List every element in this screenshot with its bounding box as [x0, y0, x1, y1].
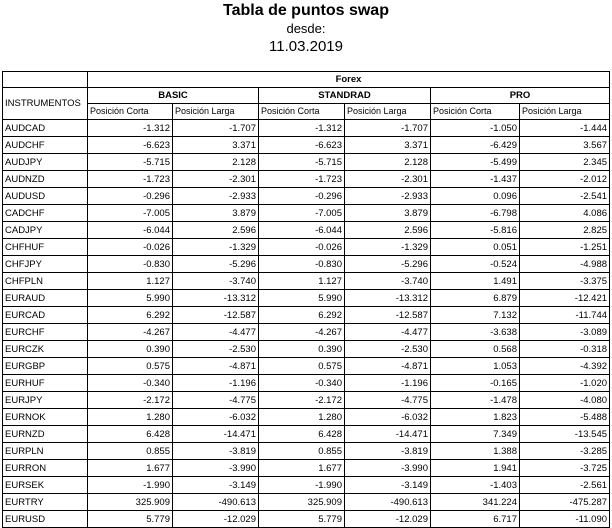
standard-short-cell: 5.990 [259, 290, 345, 307]
standard-short-cell: -0.026 [259, 239, 345, 256]
basic-short-cell: 6.428 [88, 426, 173, 443]
standard-short-cell: -2.172 [259, 392, 345, 409]
instrument-cell: EURNOK [3, 409, 88, 426]
standard-long-cell: -12.587 [345, 307, 431, 324]
standard-long-cell: -12.029 [345, 511, 431, 528]
table-row [3, 341, 610, 358]
basic-short-cell: 0.390 [88, 341, 173, 358]
group-header-standard: STANDRAD [259, 88, 431, 104]
standard-short-cell: -6.044 [259, 222, 345, 239]
table-row [3, 409, 610, 426]
short-position-header: Posición Corta [431, 104, 520, 120]
table-row [3, 171, 610, 188]
standard-long-cell: 3.371 [345, 137, 431, 154]
basic-short-cell: -0.830 [88, 256, 173, 273]
table-row [3, 188, 610, 205]
pro-short-cell: -6.798 [431, 205, 520, 222]
basic-long-cell: -3.990 [173, 460, 259, 477]
effective-date: 11.03.2019 [269, 38, 343, 55]
pro-short-cell: -1.403 [431, 477, 520, 494]
instrument-cell: EURTRY [3, 494, 88, 511]
basic-short-cell: 5.779 [88, 511, 173, 528]
table-row [3, 460, 610, 477]
pro-long-cell: -2.012 [520, 171, 610, 188]
table-row [3, 307, 610, 324]
basic-long-cell: -6.032 [173, 409, 259, 426]
pro-long-cell: -1.444 [520, 120, 610, 137]
standard-long-cell: -490.613 [345, 494, 431, 511]
pro-short-cell: -5.816 [431, 222, 520, 239]
standard-short-cell: -0.830 [259, 256, 345, 273]
pro-long-cell: -3.725 [520, 460, 610, 477]
basic-long-cell: -3.740 [173, 273, 259, 290]
pro-long-cell: -4.392 [520, 358, 610, 375]
instrument-cell: AUDUSD [3, 188, 88, 205]
pro-short-cell: 1.941 [431, 460, 520, 477]
basic-long-cell: 2.596 [173, 222, 259, 239]
pro-short-cell: 6.879 [431, 290, 520, 307]
group-header-row [3, 88, 610, 104]
table-row [3, 358, 610, 375]
standard-short-cell: 325.909 [259, 494, 345, 511]
instrument-cell: AUDJPY [3, 154, 88, 171]
basic-short-cell: 1.280 [88, 409, 173, 426]
pro-long-cell: -13.545 [520, 426, 610, 443]
instrument-cell: EURRON [3, 460, 88, 477]
pro-long-cell: -11.090 [520, 511, 610, 528]
pro-short-cell: 0.051 [431, 239, 520, 256]
table-row [3, 120, 610, 137]
instrument-cell: EURPLN [3, 443, 88, 460]
basic-long-cell: -1.329 [173, 239, 259, 256]
standard-long-cell: 2.596 [345, 222, 431, 239]
basic-long-cell: -4.871 [173, 358, 259, 375]
long-position-header: Posición Larga [345, 104, 431, 120]
standard-short-cell: -1.723 [259, 171, 345, 188]
standard-short-cell: -7.005 [259, 205, 345, 222]
standard-long-cell: -6.032 [345, 409, 431, 426]
basic-short-cell: -5.715 [88, 154, 173, 171]
basic-short-cell: 5.990 [88, 290, 173, 307]
pro-long-cell: -4.080 [520, 392, 610, 409]
basic-long-cell: -5.296 [173, 256, 259, 273]
pro-long-cell: -2.561 [520, 477, 610, 494]
instruments-header: INSTRUMENTOS [3, 88, 88, 120]
group-header-basic: BASIC [88, 88, 259, 104]
basic-long-cell: -12.587 [173, 307, 259, 324]
table-row [3, 375, 610, 392]
standard-short-cell: 0.390 [259, 341, 345, 358]
table-row [3, 222, 610, 239]
basic-short-cell: -1.312 [88, 120, 173, 137]
basic-long-cell: -3.149 [173, 477, 259, 494]
blank-cell [3, 72, 88, 88]
section-title: Forex [88, 72, 610, 88]
standard-long-cell: -1.196 [345, 375, 431, 392]
basic-short-cell: -6.623 [88, 137, 173, 154]
basic-short-cell: 1.677 [88, 460, 173, 477]
standard-long-cell: 2.128 [345, 154, 431, 171]
instrument-cell: EURNZD [3, 426, 88, 443]
basic-short-cell: -4.267 [88, 324, 173, 341]
basic-long-cell: -13.312 [173, 290, 259, 307]
pro-long-cell: -3.285 [520, 443, 610, 460]
pro-short-cell: 7.349 [431, 426, 520, 443]
document-header [0, 0, 612, 56]
basic-long-cell: 3.371 [173, 137, 259, 154]
table-row [3, 290, 610, 307]
page-title: Tabla de puntos swap [223, 2, 389, 19]
pro-long-cell: -1.251 [520, 239, 610, 256]
standard-long-cell: -13.312 [345, 290, 431, 307]
pro-short-cell: -1.478 [431, 392, 520, 409]
instrument-cell: EURAUD [3, 290, 88, 307]
instrument-cell: EURCZK [3, 341, 88, 358]
pro-short-cell: 6.717 [431, 511, 520, 528]
basic-short-cell: -1.723 [88, 171, 173, 188]
standard-long-cell: -4.871 [345, 358, 431, 375]
pro-long-cell: -0.318 [520, 341, 610, 358]
instrument-cell: CADJPY [3, 222, 88, 239]
table-row [3, 239, 610, 256]
pro-short-cell: -5.499 [431, 154, 520, 171]
standard-short-cell: -5.715 [259, 154, 345, 171]
pro-long-cell: -3.375 [520, 273, 610, 290]
standard-long-cell: -4.775 [345, 392, 431, 409]
pro-long-cell: 4.086 [520, 205, 610, 222]
standard-short-cell: -0.296 [259, 188, 345, 205]
standard-long-cell: -4.477 [345, 324, 431, 341]
instrument-cell: CHFPLN [3, 273, 88, 290]
basic-short-cell: 1.127 [88, 273, 173, 290]
basic-long-cell: -4.477 [173, 324, 259, 341]
standard-long-cell: -1.707 [345, 120, 431, 137]
basic-short-cell: 6.292 [88, 307, 173, 324]
standard-long-cell: -1.329 [345, 239, 431, 256]
pro-long-cell: -4.988 [520, 256, 610, 273]
basic-long-cell: 3.879 [173, 205, 259, 222]
instrument-cell: EURSEK [3, 477, 88, 494]
basic-long-cell: -1.707 [173, 120, 259, 137]
instrument-cell: AUDCAD [3, 120, 88, 137]
basic-short-cell: -6.044 [88, 222, 173, 239]
basic-long-cell: -1.196 [173, 375, 259, 392]
pro-short-cell: -1.437 [431, 171, 520, 188]
instrument-cell: AUDNZD [3, 171, 88, 188]
short-position-header: Posición Corta [88, 104, 173, 120]
long-position-header: Posición Larga [520, 104, 610, 120]
basic-long-cell: -2.530 [173, 341, 259, 358]
basic-short-cell: -0.026 [88, 239, 173, 256]
instrument-cell: EURGBP [3, 358, 88, 375]
standard-long-cell: -3.819 [345, 443, 431, 460]
standard-long-cell: -3.149 [345, 477, 431, 494]
standard-short-cell: 5.779 [259, 511, 345, 528]
pro-short-cell: 1.823 [431, 409, 520, 426]
instrument-cell: CADCHF [3, 205, 88, 222]
basic-short-cell: 325.909 [88, 494, 173, 511]
section-header-row [3, 72, 610, 88]
standard-short-cell: -1.312 [259, 120, 345, 137]
standard-short-cell: 6.428 [259, 426, 345, 443]
table-row [3, 154, 610, 171]
pro-long-cell: -475.287 [520, 494, 610, 511]
basic-short-cell: -0.340 [88, 375, 173, 392]
pro-long-cell: -11.744 [520, 307, 610, 324]
table-row [3, 205, 610, 222]
basic-long-cell: -490.613 [173, 494, 259, 511]
basic-long-cell: -14.471 [173, 426, 259, 443]
basic-long-cell: 2.128 [173, 154, 259, 171]
pro-short-cell: 1.491 [431, 273, 520, 290]
standard-short-cell: 6.292 [259, 307, 345, 324]
standard-long-cell: 3.879 [345, 205, 431, 222]
basic-short-cell: -2.172 [88, 392, 173, 409]
instrument-cell: EURHUF [3, 375, 88, 392]
standard-short-cell: -0.340 [259, 375, 345, 392]
table-row [3, 511, 610, 528]
instrument-cell: CHFJPY [3, 256, 88, 273]
pro-long-cell: 3.567 [520, 137, 610, 154]
pro-long-cell: -12.421 [520, 290, 610, 307]
standard-long-cell: -2.301 [345, 171, 431, 188]
pro-long-cell: -2.541 [520, 188, 610, 205]
pro-long-cell: -1.020 [520, 375, 610, 392]
standard-short-cell: -6.623 [259, 137, 345, 154]
table-row [3, 137, 610, 154]
basic-long-cell: -3.819 [173, 443, 259, 460]
page-subtitle: desde: [286, 21, 326, 36]
table-row [3, 273, 610, 290]
basic-short-cell: 0.575 [88, 358, 173, 375]
standard-long-cell: -2.530 [345, 341, 431, 358]
pro-short-cell: -0.165 [431, 375, 520, 392]
instrument-cell: EURJPY [3, 392, 88, 409]
pro-long-cell: -5.488 [520, 409, 610, 426]
table-row [3, 426, 610, 443]
standard-long-cell: -5.296 [345, 256, 431, 273]
instrument-cell: EURUSD [3, 511, 88, 528]
pro-short-cell: 1.388 [431, 443, 520, 460]
basic-long-cell: -2.301 [173, 171, 259, 188]
pro-short-cell: -0.524 [431, 256, 520, 273]
basic-long-cell: -4.775 [173, 392, 259, 409]
standard-short-cell: -1.990 [259, 477, 345, 494]
standard-long-cell: -3.740 [345, 273, 431, 290]
basic-short-cell: 0.855 [88, 443, 173, 460]
pro-short-cell: -3.638 [431, 324, 520, 341]
short-position-header: Posición Corta [259, 104, 345, 120]
basic-short-cell: -7.005 [88, 205, 173, 222]
pro-short-cell: 0.096 [431, 188, 520, 205]
basic-long-cell: -2.933 [173, 188, 259, 205]
pro-long-cell: 2.345 [520, 154, 610, 171]
table-row [3, 256, 610, 273]
pro-short-cell: 1.053 [431, 358, 520, 375]
pro-short-cell: 0.568 [431, 341, 520, 358]
table-row [3, 494, 610, 511]
standard-short-cell: 1.280 [259, 409, 345, 426]
table-row [3, 324, 610, 341]
pro-long-cell: -3.089 [520, 324, 610, 341]
standard-long-cell: -14.471 [345, 426, 431, 443]
table-row [3, 392, 610, 409]
table-row [3, 477, 610, 494]
long-position-header: Posición Larga [173, 104, 259, 120]
pro-short-cell: 341.224 [431, 494, 520, 511]
basic-short-cell: -1.990 [88, 477, 173, 494]
pro-short-cell: -1.050 [431, 120, 520, 137]
pro-long-cell: 2.825 [520, 222, 610, 239]
position-header-row [3, 104, 610, 120]
basic-short-cell: -0.296 [88, 188, 173, 205]
swap-table [2, 71, 610, 528]
instrument-cell: EURCHF [3, 324, 88, 341]
standard-short-cell: 0.855 [259, 443, 345, 460]
standard-long-cell: -2.933 [345, 188, 431, 205]
standard-short-cell: 0.575 [259, 358, 345, 375]
instrument-cell: EURCAD [3, 307, 88, 324]
standard-short-cell: -4.267 [259, 324, 345, 341]
standard-short-cell: 1.127 [259, 273, 345, 290]
group-header-pro: PRO [431, 88, 610, 104]
table-row [3, 443, 610, 460]
pro-short-cell: 7.132 [431, 307, 520, 324]
standard-short-cell: 1.677 [259, 460, 345, 477]
pro-short-cell: -6.429 [431, 137, 520, 154]
basic-long-cell: -12.029 [173, 511, 259, 528]
instrument-cell: CHFHUF [3, 239, 88, 256]
instrument-cell: AUDCHF [3, 137, 88, 154]
standard-long-cell: -3.990 [345, 460, 431, 477]
